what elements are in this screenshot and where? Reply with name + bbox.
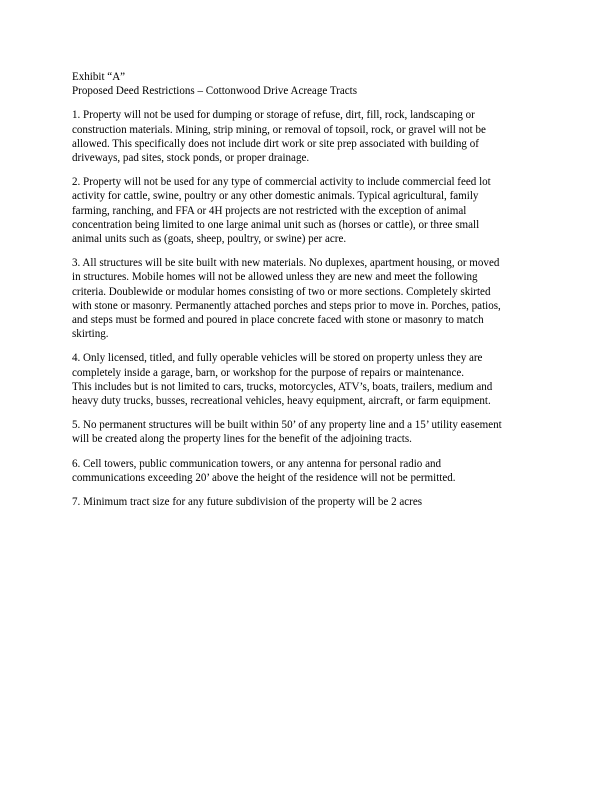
restriction-3-line: and steps must be formed and poured in place concrete faced with stone or masonry to match (72, 314, 484, 327)
restriction-1-line: construction materials. Mining, strip mining, or removal of topsoil, rock, or gravel will not be (72, 123, 486, 136)
restriction-6-line: communications exceeding 20’ above the height of the residence will not be permitted. (72, 471, 456, 484)
document-page (72, 70, 544, 519)
restriction-2-line: farming, ranching, and FFA or 4H projects are not restricted with the exception of animal (72, 204, 467, 217)
restriction-6 (72, 457, 544, 485)
restriction-1-line: driveways, pad sites, stock ponds, or proper drainage. (72, 152, 310, 165)
restriction-1-line: 1. Property will not be used for dumping or storage of refuse, dirt, fill, rock, landscaping or (72, 109, 475, 122)
document-title: Proposed Deed Restrictions – Cottonwood Drive Acreage Tracts (72, 85, 358, 98)
restriction-5-line: will be created along the property lines for the benefit of the adjoining tracts. (72, 433, 412, 446)
restriction-2-line: animal units such as (goats, sheep, poultry, or swine) per acre. (72, 233, 347, 246)
restriction-4-line: completely inside a garage, barn, or workshop for the purpose of repairs or maintenance. (72, 366, 465, 379)
restriction-3 (72, 256, 544, 341)
restriction-4-line: This includes but is not limited to cars, trucks, motorcycles, ATV’s, boats, trailers, medium and (72, 380, 493, 393)
restriction-1 (72, 108, 544, 165)
restriction-2-line: activity for cattle, swine, poultry or any other domestic animals. Typical agricultural, family (72, 190, 479, 203)
document-heading (72, 70, 544, 98)
restriction-3-line: 3. All structures will be site built with new materials. No duplexes, apartment housing, or moved (72, 257, 500, 270)
restriction-3-line: with stone or masonry. Permanently attached porches and steps prior to move in. Porches, patios, (72, 299, 501, 312)
restriction-2-line: concentration being limited to one large animal unit such as (horses or cattle), or three small (72, 218, 480, 231)
restriction-7 (72, 495, 544, 509)
restriction-2-line: 2. Property will not be used for any type of commercial activity to include commercial feed lot (72, 176, 491, 189)
restriction-2 (72, 175, 544, 246)
restriction-5-line: 5. No permanent structures will be built within 50’ of any property line and a 15’ utility easement (72, 419, 502, 432)
restriction-7-line: 7. Minimum tract size for any future subdivision of the property will be 2 acres (72, 496, 423, 509)
restriction-4-line: heavy duty trucks, busses, recreational vehicles, heavy equipment, aircraft, or farm equipment. (72, 395, 491, 408)
restriction-6-line: 6. Cell towers, public communication towers, or any antenna for personal radio and (72, 457, 442, 470)
restriction-4 (72, 351, 544, 408)
restriction-1-line: allowed. This specifically does not include dirt work or site prep associated with building of (72, 137, 479, 150)
exhibit-label: Exhibit “A” (72, 71, 126, 83)
restriction-4-line: 4. Only licensed, titled, and fully operable vehicles will be stored on property unless they are (72, 352, 483, 365)
restriction-3-line: criteria. Doublewide or modular homes consisting of two or more sections. Completely skirted (72, 285, 491, 298)
restriction-3-line: in structures. Mobile homes will not be allowed unless they are new and meet the following (72, 271, 478, 284)
restriction-3-line: skirting. (72, 328, 109, 341)
restriction-5 (72, 418, 544, 446)
